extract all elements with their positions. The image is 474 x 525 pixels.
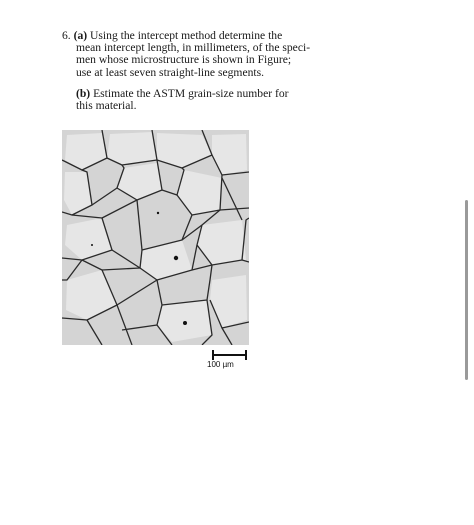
part-a-line-1: Using the intercept method determine the (90, 29, 283, 42)
part-a-line-4: use at least seven straight-line segments. (76, 65, 265, 79)
grain-boundary-image (62, 130, 249, 345)
part-a-line-2: mean intercept length, in millimeters, of the speci- (76, 41, 311, 55)
scale-bar (202, 350, 262, 372)
part-b-text-1: Estimate the ASTM grain-size number for (93, 86, 289, 100)
vertical-scrollbar[interactable] (465, 200, 468, 380)
problem-text (62, 29, 311, 113)
microstructure-micrograph (62, 130, 249, 345)
scale-bar-line (212, 354, 247, 356)
part-b-label: (b) (76, 86, 91, 100)
part-a-line-3: men whose microstructure is shown in Figure; (76, 53, 292, 67)
scale-bar-tick-right (245, 350, 247, 360)
scale-bar-label: 100 µm (207, 360, 234, 369)
part-a-label: (a) (73, 29, 88, 42)
problem-number: 6. (62, 29, 71, 42)
part-b-line-2: this material. (76, 99, 137, 113)
